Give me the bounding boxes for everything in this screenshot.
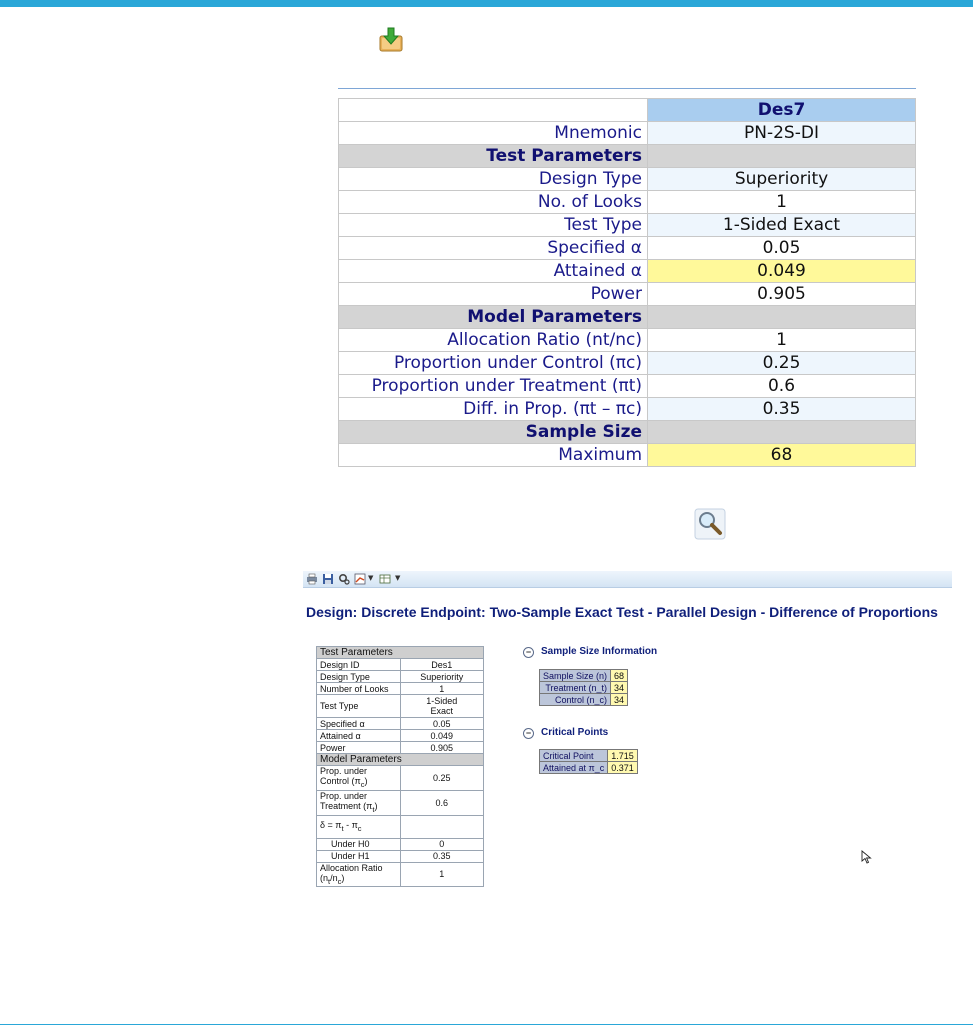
row-value: 1.715 (608, 750, 638, 762)
row-label: Attained at π_c (540, 762, 608, 774)
label-part: - π (343, 819, 358, 830)
row-label: Design Type (339, 168, 648, 191)
row-value: 34 (611, 694, 628, 706)
row-label: Maximum (339, 444, 648, 467)
column-header-des7[interactable]: Des7 (648, 99, 916, 122)
critical-points-section-header[interactable] (523, 727, 608, 739)
print-icon[interactable] (306, 573, 318, 585)
label-part: ) (341, 872, 345, 883)
magnifier-icon[interactable] (694, 508, 726, 540)
row-value: 0.049 (400, 730, 484, 742)
table-row (339, 191, 916, 214)
row-value: 0.25 (648, 352, 916, 375)
table-row (317, 718, 484, 730)
collapse-icon[interactable]: − (523, 728, 534, 739)
table-row (317, 659, 484, 671)
critical-points-table (539, 749, 638, 774)
table-row-highlighted (339, 444, 916, 467)
row-value: Des1 (400, 659, 484, 671)
save-icon[interactable] (322, 573, 334, 585)
row-label: Sample Size (n) (540, 670, 611, 682)
row-label: Design ID (317, 659, 401, 671)
table-row (339, 375, 916, 398)
row-value: 1 (648, 191, 916, 214)
chevron-down-icon[interactable]: ▼ (368, 574, 374, 582)
row-value: PN-2S-DI (648, 122, 916, 145)
table-row-highlighted (339, 260, 916, 283)
section-row-model-parameters (339, 306, 916, 329)
row-label: Proportion under Control (πc) (339, 352, 648, 375)
row-label (317, 815, 401, 838)
table-rule (338, 88, 916, 89)
table-row (317, 671, 484, 683)
label-sub: t (341, 823, 344, 833)
label-part: Prop. under Treatment (π (320, 790, 373, 811)
table-row (339, 329, 916, 352)
row-value (400, 815, 484, 838)
row-value (400, 695, 484, 718)
table-row (339, 398, 916, 421)
test-type-line2: Exact (430, 706, 453, 716)
section-blank (648, 306, 916, 329)
section-row-sample-size (339, 421, 916, 444)
row-value: 1 (400, 683, 484, 695)
row-label: Power (339, 283, 648, 306)
row-value: 0.6 (648, 375, 916, 398)
row-label: Specified α (339, 237, 648, 260)
chevron-down-icon[interactable]: ▼ (395, 574, 401, 582)
group-label: Model Parameters (317, 754, 484, 766)
collapse-icon[interactable]: − (523, 647, 534, 658)
table-row (317, 695, 484, 718)
chart-icon[interactable] (354, 573, 366, 585)
table-icon[interactable] (379, 573, 391, 585)
row-value: 68 (611, 670, 628, 682)
section-blank (648, 145, 916, 168)
row-label: Number of Looks (317, 683, 401, 695)
row-value: 1 (400, 862, 484, 887)
table-row (317, 815, 484, 838)
row-label: Specified α (317, 718, 401, 730)
row-value: 0.371 (608, 762, 638, 774)
table-row (339, 352, 916, 375)
row-label: Proportion under Treatment (πt) (339, 375, 648, 398)
row-label (317, 766, 401, 791)
section-title: Critical Points (541, 727, 609, 738)
table-row (317, 742, 484, 754)
row-label: Test Type (317, 695, 401, 718)
row-value: 1-Sided Exact (648, 214, 916, 237)
table-row (540, 670, 628, 682)
row-value: 0.35 (400, 850, 484, 862)
row-label: Attained α (339, 260, 648, 283)
table-row (317, 683, 484, 695)
label-part: /n (330, 872, 338, 883)
row-label: Diff. in Prop. (πt – πc) (339, 398, 648, 421)
label-sub: c (357, 823, 362, 833)
row-value: 0.35 (648, 398, 916, 421)
section-label: Test Parameters (339, 145, 648, 168)
table-row (317, 730, 484, 742)
row-value: 1 (648, 329, 916, 352)
row-label: Treatment (n_t) (540, 682, 611, 694)
label-sub: t (328, 876, 331, 886)
row-value: 0.25 (400, 766, 484, 791)
row-label: Design Type (317, 671, 401, 683)
table-row (339, 214, 916, 237)
sample-size-section-header[interactable] (523, 646, 657, 658)
label-part: Prop. under Control (π (320, 766, 368, 786)
row-value: 0.05 (400, 718, 484, 730)
table-row (317, 862, 484, 887)
table-row (339, 237, 916, 260)
row-label: Critical Point (540, 750, 608, 762)
section-label: Model Parameters (339, 306, 648, 329)
row-label: Attained α (317, 730, 401, 742)
top-accent-bar (0, 0, 973, 7)
label-sub: c (337, 876, 342, 886)
label-part: δ = π (320, 819, 342, 830)
row-value: 34 (611, 682, 628, 694)
row-value: 0.905 (648, 283, 916, 306)
row-label: Allocation Ratio (nt/nc) (339, 329, 648, 352)
table-row (317, 790, 484, 815)
row-value: 68 (648, 444, 916, 467)
row-label: Mnemonic (339, 122, 648, 145)
row-value: 0.6 (400, 790, 484, 815)
row-value: Superiority (648, 168, 916, 191)
row-value: 0.905 (400, 742, 484, 754)
table-row (540, 694, 628, 706)
mouse-pointer-icon (861, 850, 873, 864)
table-row (317, 838, 484, 850)
table-row (339, 122, 916, 145)
settings-icon[interactable] (338, 573, 350, 585)
section-row-test-parameters (339, 145, 916, 168)
header-blank-cell (339, 99, 648, 122)
section-label: Sample Size (339, 421, 648, 444)
row-label: Test Type (339, 214, 648, 237)
label-part: Allocation Ratio (n (320, 862, 383, 883)
report-title: Design: Discrete Endpoint: Two-Sample Exact Test - Parallel Design - Difference of Proportions (306, 604, 938, 620)
row-label: Control (n_c) (540, 694, 611, 706)
row-value: 0.049 (648, 260, 916, 283)
test-type-line1: 1-Sided (426, 696, 458, 706)
design-output-table (338, 88, 916, 467)
label-part: ) (374, 800, 378, 811)
report-toolbar (303, 571, 952, 588)
row-label (317, 862, 401, 887)
table-row (540, 750, 638, 762)
label-sub: t (372, 804, 375, 814)
row-label: No. of Looks (339, 191, 648, 214)
report-parameter-table (316, 646, 484, 887)
table-row (317, 850, 484, 862)
section-blank (648, 421, 916, 444)
table-row (339, 283, 916, 306)
export-arrow-icon[interactable] (376, 26, 406, 54)
row-value: 0.05 (648, 237, 916, 260)
table-header-row (339, 99, 916, 122)
group-row-model-parameters (317, 754, 484, 766)
group-label: Test Parameters (317, 647, 484, 659)
group-row-test-parameters (317, 647, 484, 659)
table-row (339, 168, 916, 191)
table-row (540, 762, 638, 774)
row-label: Under H1 (317, 850, 401, 862)
label-sub: c (360, 779, 365, 789)
bottom-accent-line (0, 1024, 973, 1025)
row-label (317, 790, 401, 815)
row-value: Superiority (400, 671, 484, 683)
table-row (540, 682, 628, 694)
row-label: Power (317, 742, 401, 754)
row-value: 0 (400, 838, 484, 850)
section-title: Sample Size Information (541, 646, 658, 657)
label-part: ) (364, 776, 368, 786)
sample-size-table (539, 669, 628, 706)
row-label: Under H0 (317, 838, 401, 850)
table-row (317, 766, 484, 791)
